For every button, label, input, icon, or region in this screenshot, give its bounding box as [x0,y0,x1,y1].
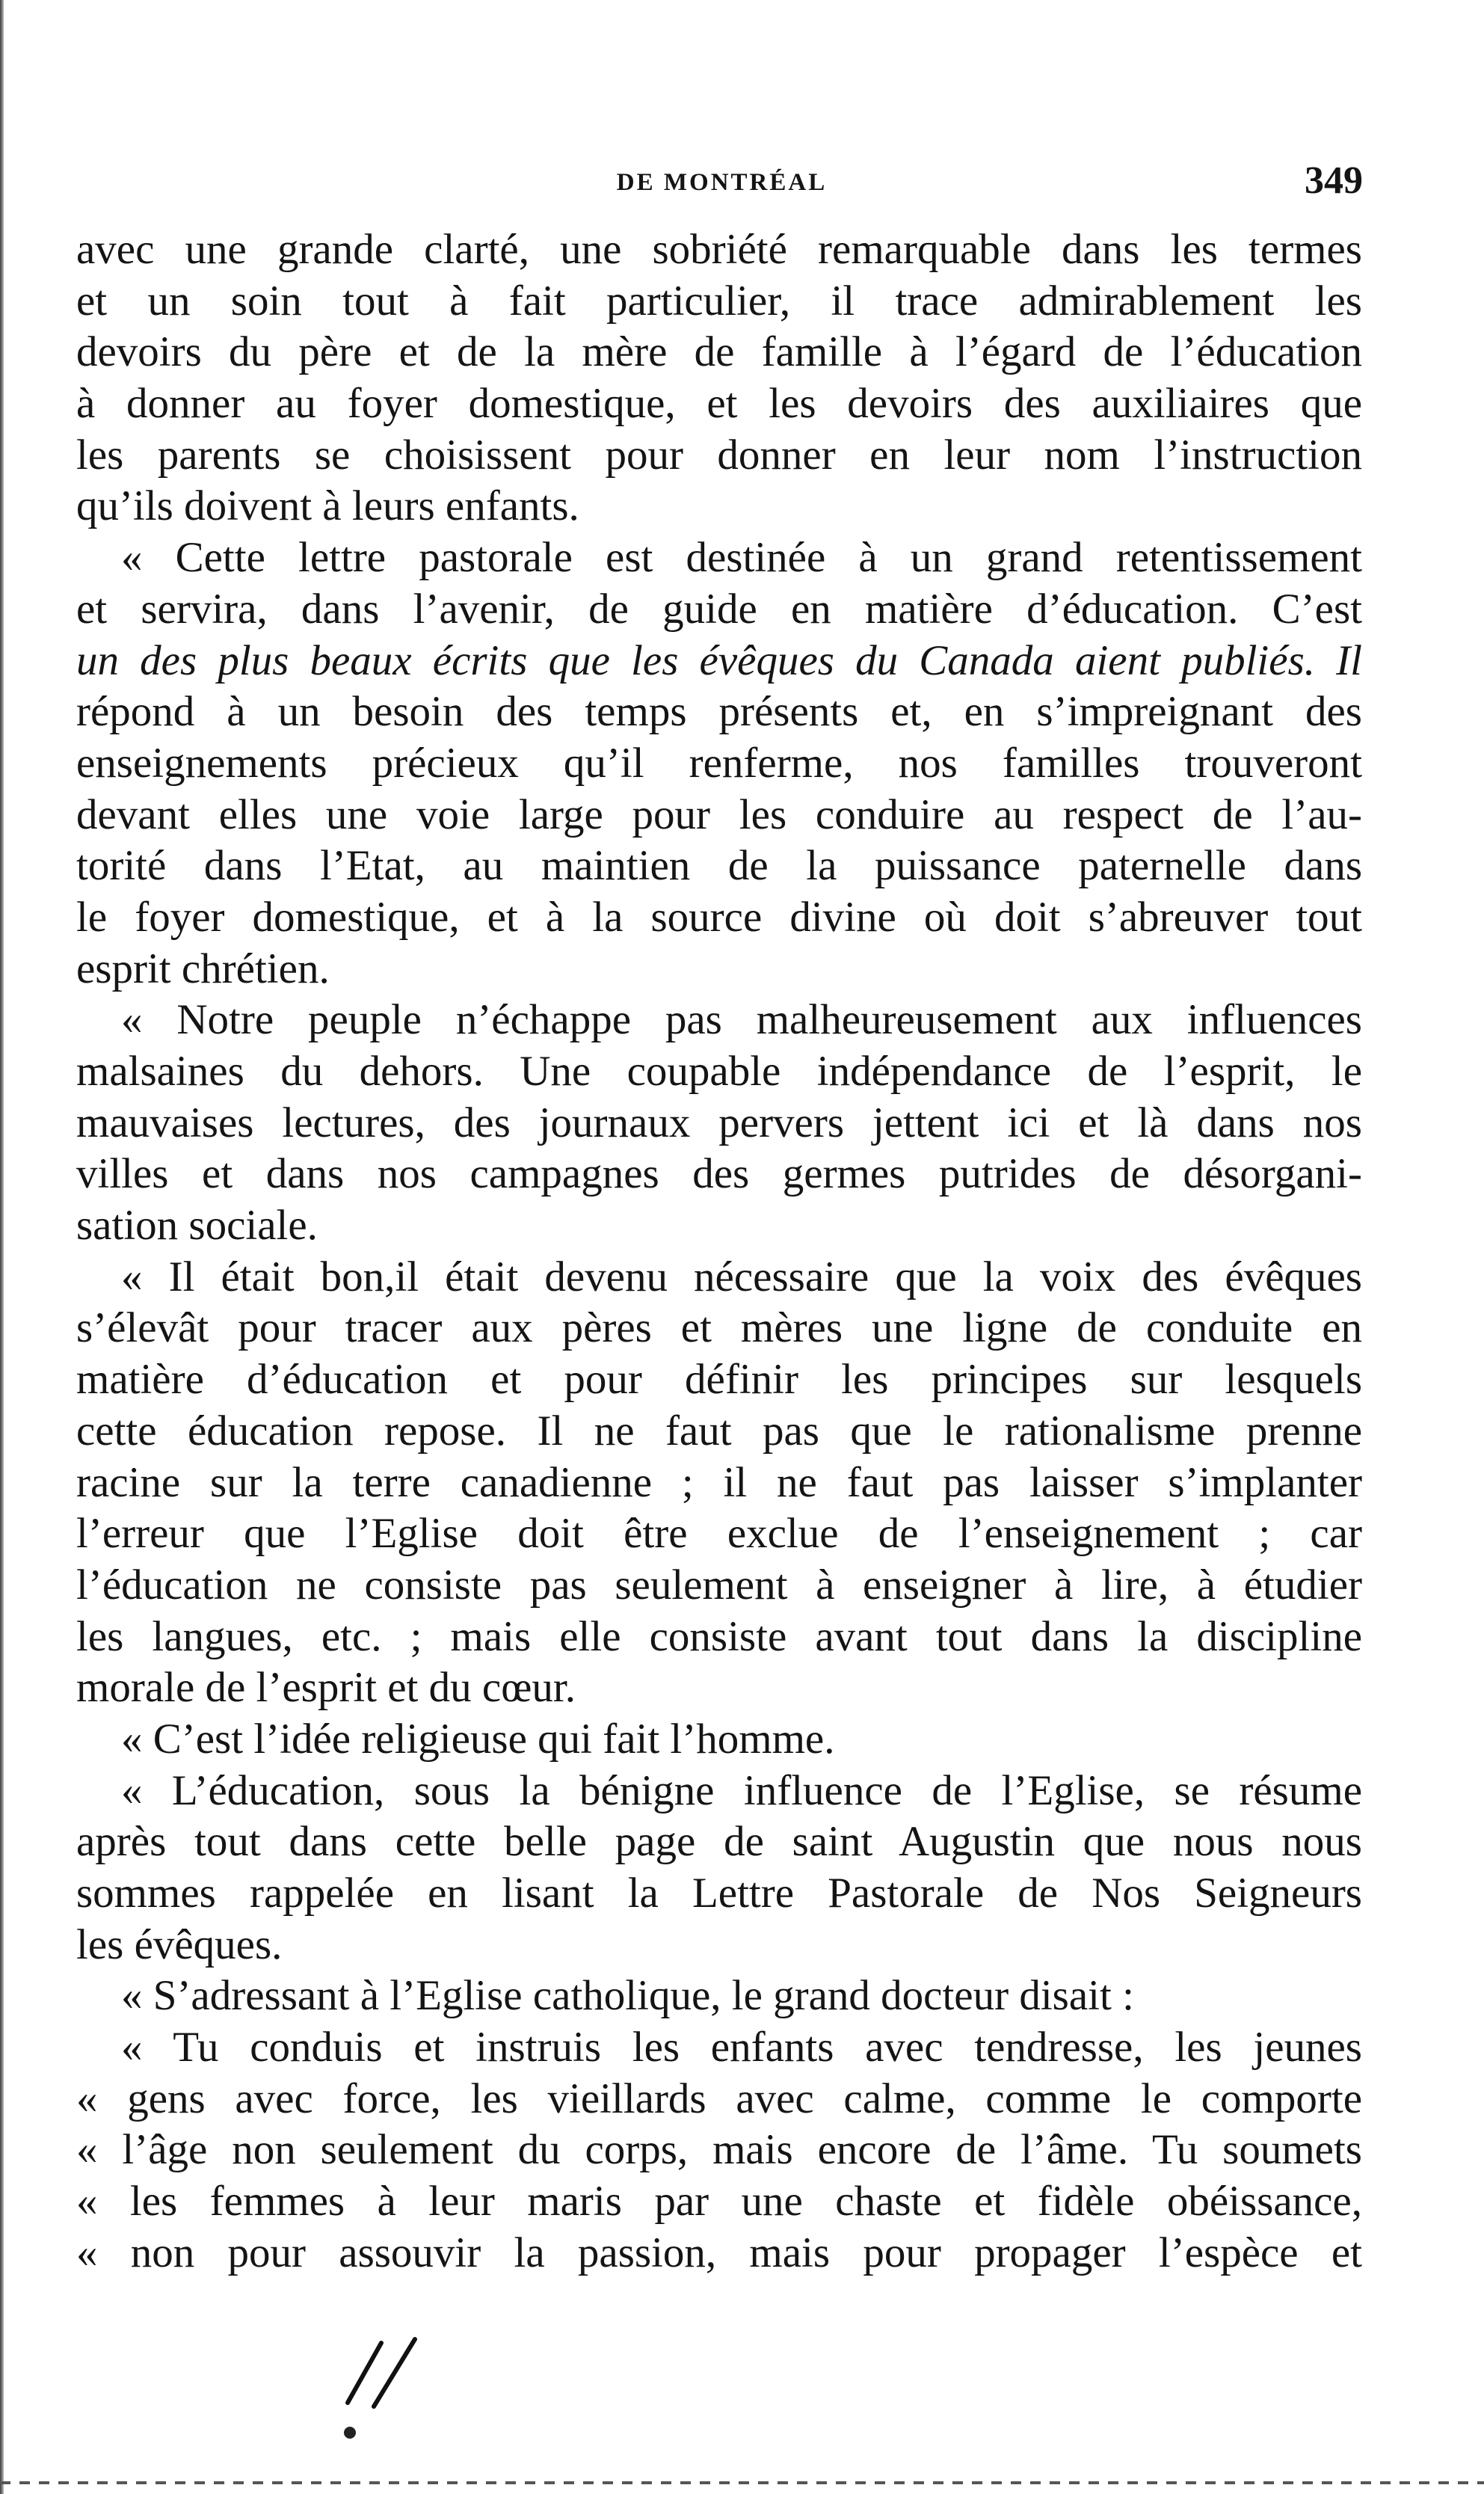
ink-dot [344,2427,356,2439]
text-line: racine sur la terre canadienne ; il ne faut pas laisser s’implanter [76,1458,1362,1506]
text-line: répond à un besoin des temps présents et, en s’impreignant des [76,688,1362,736]
text-line: « Il était bon,il était devenu nécessaire que la voix des évêques [121,1253,1362,1300]
text-line: à donner au foyer domestique, et les devoirs des auxiliaires que [76,380,1362,428]
text-line: villes et dans nos campagnes des germes putrides de désorgani- [76,1150,1362,1198]
text-line: un des plus beaux écrits que les évêques du Canada aient publiés. Il [76,636,1362,684]
page-number: 349 [1305,159,1363,202]
text-line: « non pour assouvir la passion, mais pour propager l’espèce et [76,2229,1362,2276]
text-line: après tout dans cette belle page de saint Augustin que nous nous [76,1818,1362,1866]
text-line: devoirs du père et de la mère de famille à l’égard de l’éducation [76,328,1362,376]
text-line: l’erreur que l’Eglise doit être exclue de l’enseignement ; car [76,1510,1362,1558]
text-line: morale de l’esprit et du cœur. [76,1664,576,1712]
text-line: enseignements précieux qu’il renferme, nos familles trouveront [76,739,1362,787]
text-line: « L’éducation, sous la bénigne influence de l’Eglise, se résume [121,1766,1362,1814]
page-header [81,159,1363,211]
text-line: cette éducation repose. Il ne faut pas que le rationalisme prenne [76,1407,1362,1455]
text-line: « Notre peuple n’échappe pas malheureusement aux influences [121,996,1362,1044]
text-line: sommes rappelée en lisant la Lettre Pastorale de Nos Seigneurs [76,1870,1362,1917]
text-line: « les femmes à leur maris par une chaste et fidèle obéissance, [76,2178,1362,2226]
text-line: les parents se choisissent pour donner en leur nom l’instruction [76,431,1362,479]
text-line: « Cette lettre pastorale est destinée à un grand retentissement [121,534,1362,582]
text-line: et un soin tout à fait particulier, il trace admirablement les [76,277,1362,325]
text-line: malsaines du dehors. Une coupable indépendance de l’esprit, le [76,1048,1362,1095]
text-line: mauvaises lectures, des journaux pervers jettent ici et là dans nos [76,1099,1362,1146]
pencil-mark [340,2332,445,2414]
text-line: « Tu conduis et instruis les enfants avec tendresse, les jeunes [121,2024,1362,2071]
text-line: les langues, etc. ; mais elle consiste avant tout dans la discipline [76,1612,1362,1660]
text-line: « l’âge non seulement du corps, mais encore de l’âme. Tu soumets [76,2126,1362,2174]
page-bottom-edge [0,2481,1484,2484]
page-edge [0,0,4,2494]
text-line: esprit chrétien. [76,945,330,992]
text-line: « C’est l’idée religieuse qui fait l’homme. [121,1715,835,1763]
text-line: qu’ils doivent à leurs enfants. [76,482,579,530]
text-line: torité dans l’Etat, au maintien de la puissance paternelle dans [76,842,1362,890]
text-line: matière d’éducation et pour définir les principes sur lesquels [76,1356,1362,1404]
text-line: le foyer domestique, et à la source divine où doit s’abreuver tout [76,893,1362,941]
text-line: devant elles une voie large pour les conduire au respect de l’au- [76,790,1362,838]
text-line: les évêques. [76,1920,283,1968]
text-line: « S’adressant à l’Eglise catholique, le grand docteur disait : [121,1972,1134,2020]
text-line: avec une grande clarté, une sobriété remarquable dans les termes [76,226,1362,273]
running-head: DE MONTRÉAL [616,169,828,196]
text-line: sation sociale. [76,1202,318,1250]
text-line: « gens avec force, les vieillards avec calme, comme le comporte [76,2074,1362,2122]
text-line: et servira, dans l’avenir, de guide en matière d’éducation. C’est [76,585,1362,633]
text-line: l’éducation ne consiste pas seulement à enseigner à lire, à étudier [76,1561,1362,1609]
text-line: s’élevât pour tracer aux pères et mères une ligne de conduite en [76,1304,1362,1352]
body-text [76,224,1362,2279]
